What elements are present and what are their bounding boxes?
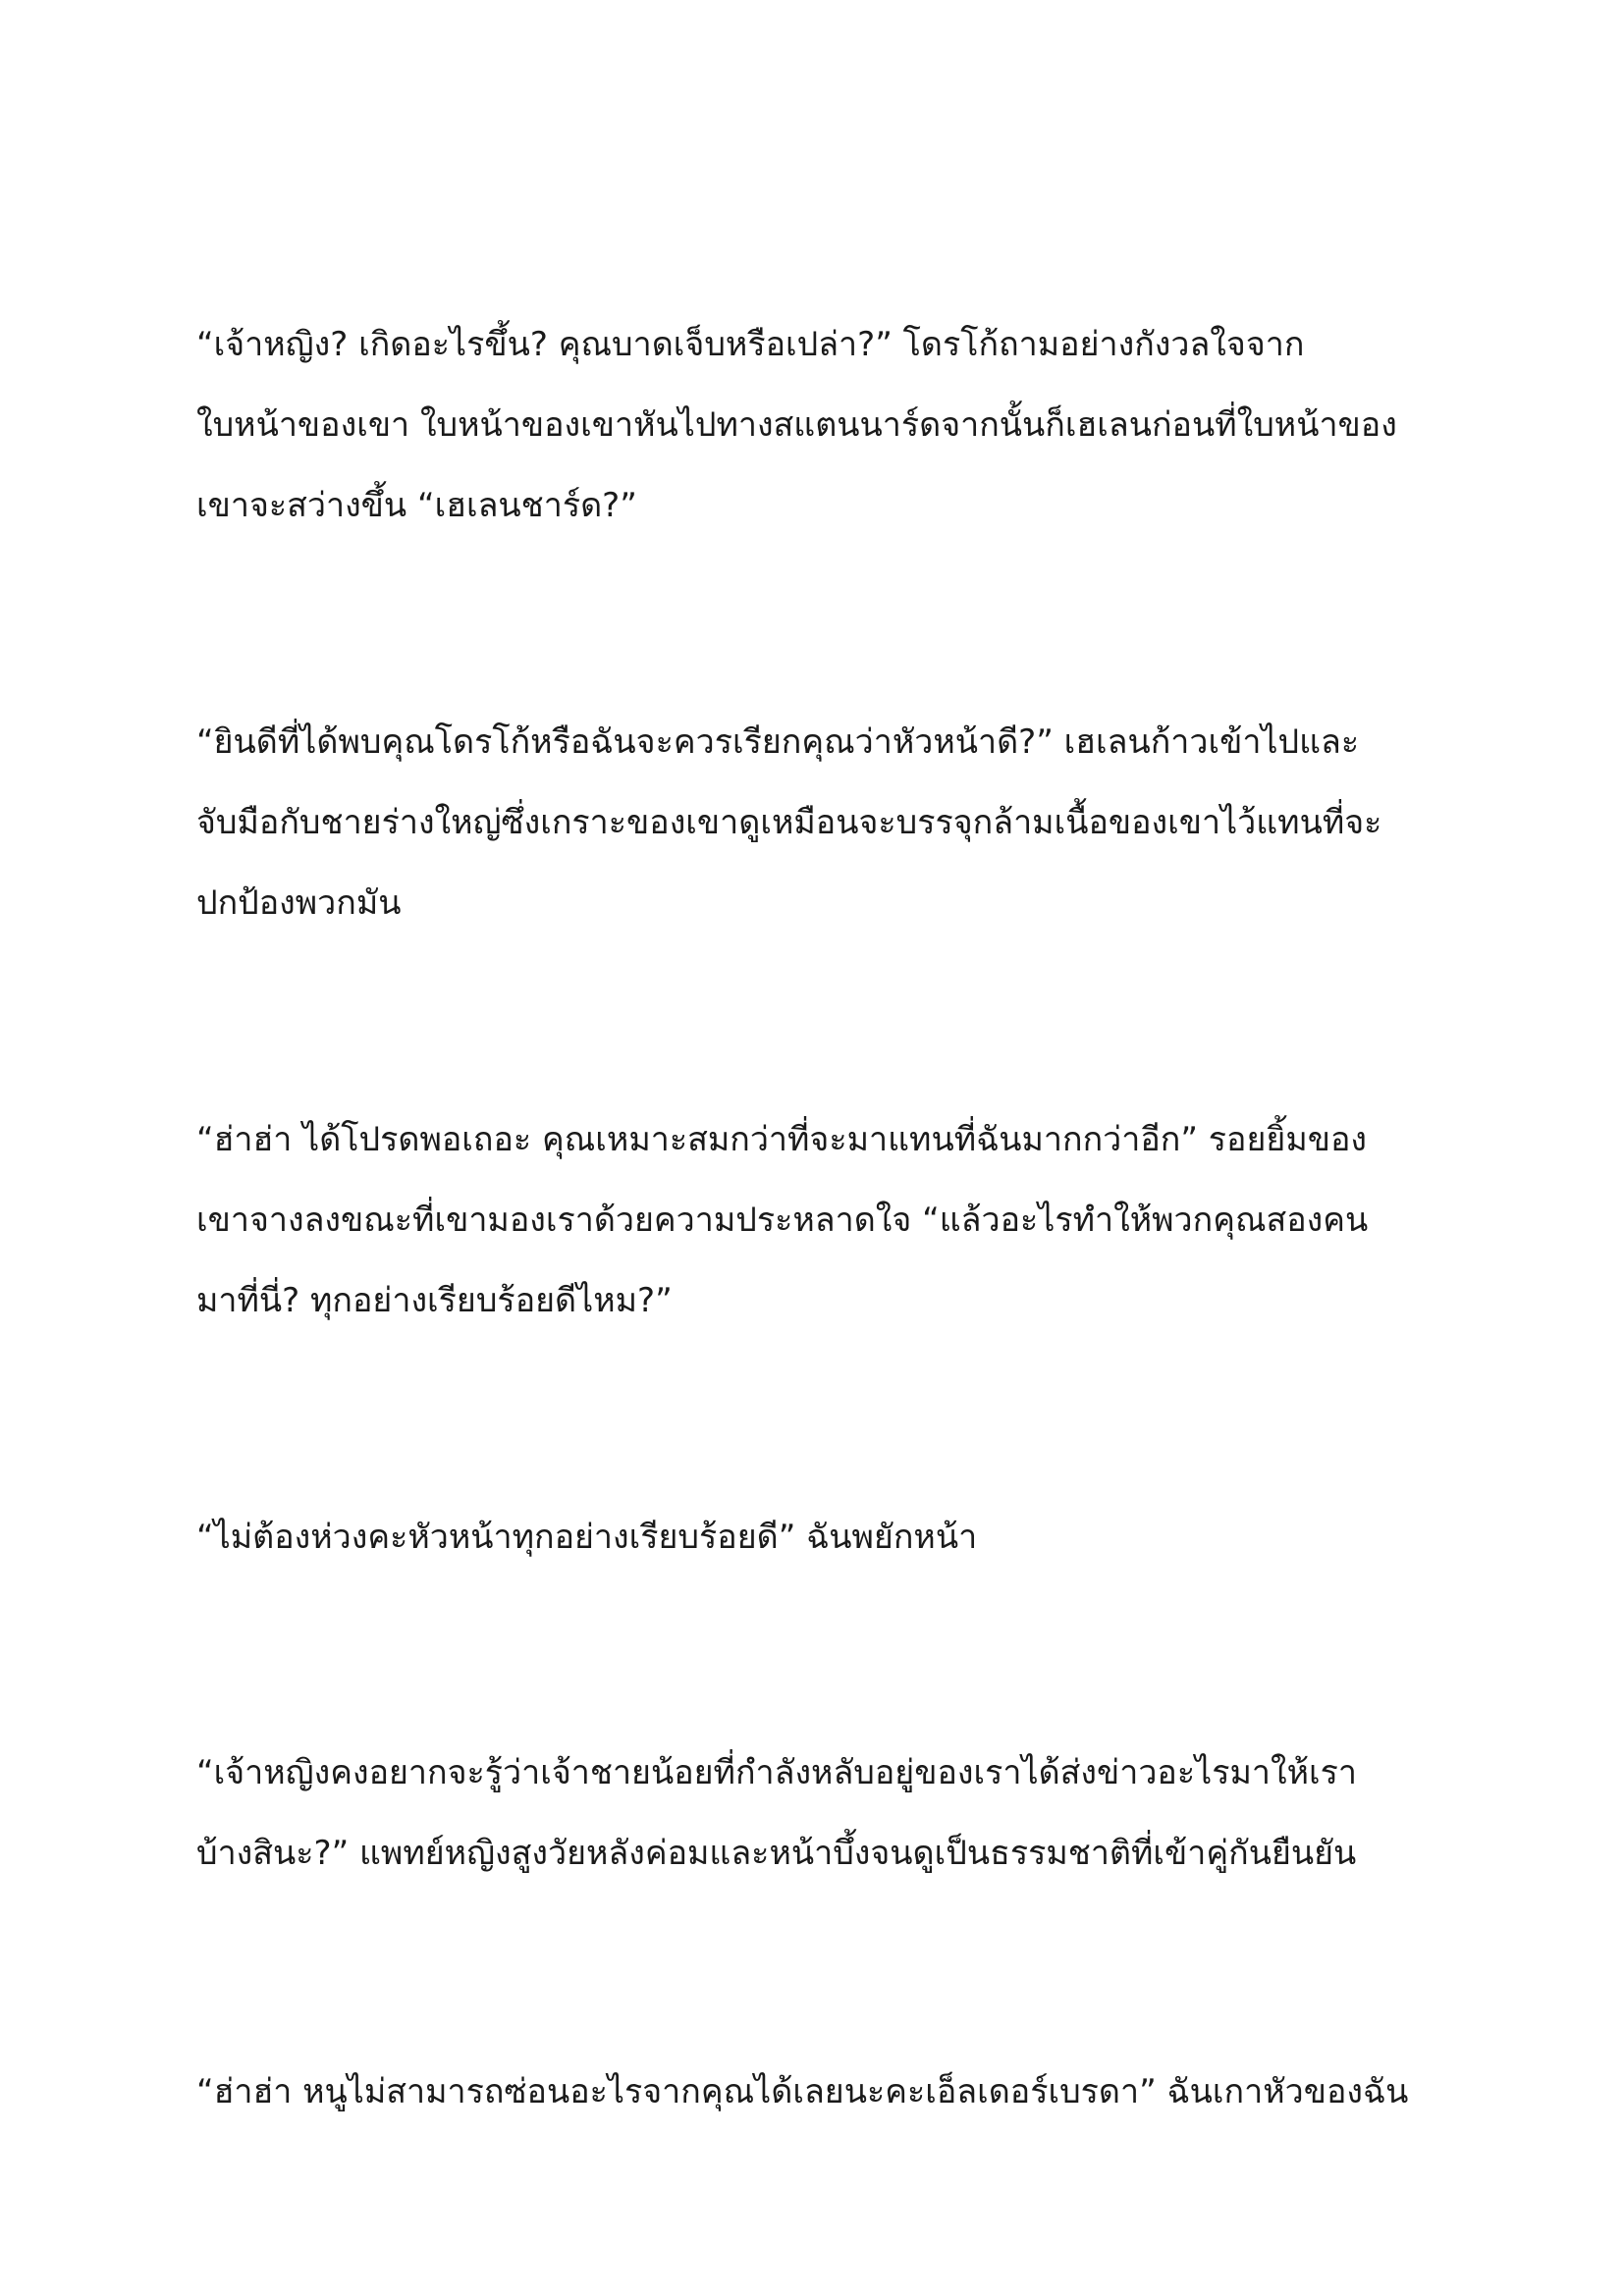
paragraph-4 xyxy=(196,1497,1453,1577)
text-line: ใบหน้าของเขา ใบหน้าของเขาหันไปทางสแตนนาร์ดจากนั้นก็เฮเลนก่อนที่ใบหน้าของ xyxy=(196,405,1397,445)
text-line: ปกป้องพวกมัน xyxy=(196,883,402,923)
text-line: จับมือกับชายร่างใหญ่ซึ่งเกราะของเขาดูเหมือนจะบรรจุกล้ามเนื้อของเขาไว้แทนที่จะ xyxy=(196,803,1382,842)
text-line: มาที่นี่? ทุกอย่างเรียบร้อยดีไหม?” xyxy=(196,1281,673,1320)
paragraph-5 xyxy=(196,1733,1453,1894)
text-line: เขาจะสว่างขึ้น “เฮเลนชาร์ด?” xyxy=(196,486,637,525)
paragraph-6 xyxy=(196,2052,1453,2132)
text-line: เขาจางลงขณะที่เขามองเราด้วยความประหลาดใจ “แล้วอะไรทำให้พวกคุณสองคน xyxy=(196,1201,1369,1240)
text-line: “เจ้าหญิง? เกิดอะไรขึ้น? คุณบาดเจ็บหรือเปล่า?” โดรโก้ถามอย่างกังวลใจจาก xyxy=(196,325,1305,364)
text-line: “ยินดีที่ได้พบคุณโดรโก้หรือฉันจะควรเรียกคุณว่าหัวหน้าดี?” เฮเลนก้าวเข้าไปและ xyxy=(196,722,1360,762)
text-line: “ไม่ต้องห่วงคะหัวหน้าทุกอย่างเรียบร้อยดี” ฉันพยักหน้า xyxy=(196,1518,978,1557)
text-line: บ้างสินะ?” แพทย์หญิงสูงวัยหลังค่อมและหน้าบึ้งจนดูเป็นธรรมชาติที่เข้าคู่กันยืนยัน xyxy=(196,1834,1357,1873)
text-line: “เจ้าหญิงคงอยากจะรู้ว่าเจ้าชายน้อยที่กำลังหลับอยู่ของเราได้ส่งข่าวอะไรมาให้เรา xyxy=(196,1753,1357,1792)
text-line: “ฮ่าฮ่า ได้โปรดพอเถอะ คุณเหมาะสมกว่าที่จะมาแทนที่ฉันมากกว่าอีก” รอยยิ้มของ xyxy=(196,1120,1367,1159)
paragraph-2 xyxy=(196,702,1453,943)
paragraph-3 xyxy=(196,1099,1453,1341)
paragraph-1 xyxy=(196,304,1453,546)
text-line: “ฮ่าฮ่า หนูไม่สามารถซ่อนอะไรจากคุณได้เลยนะคะเอ็ลเดอร์เบรดา” ฉันเกาหัวของฉัน xyxy=(196,2072,1409,2111)
